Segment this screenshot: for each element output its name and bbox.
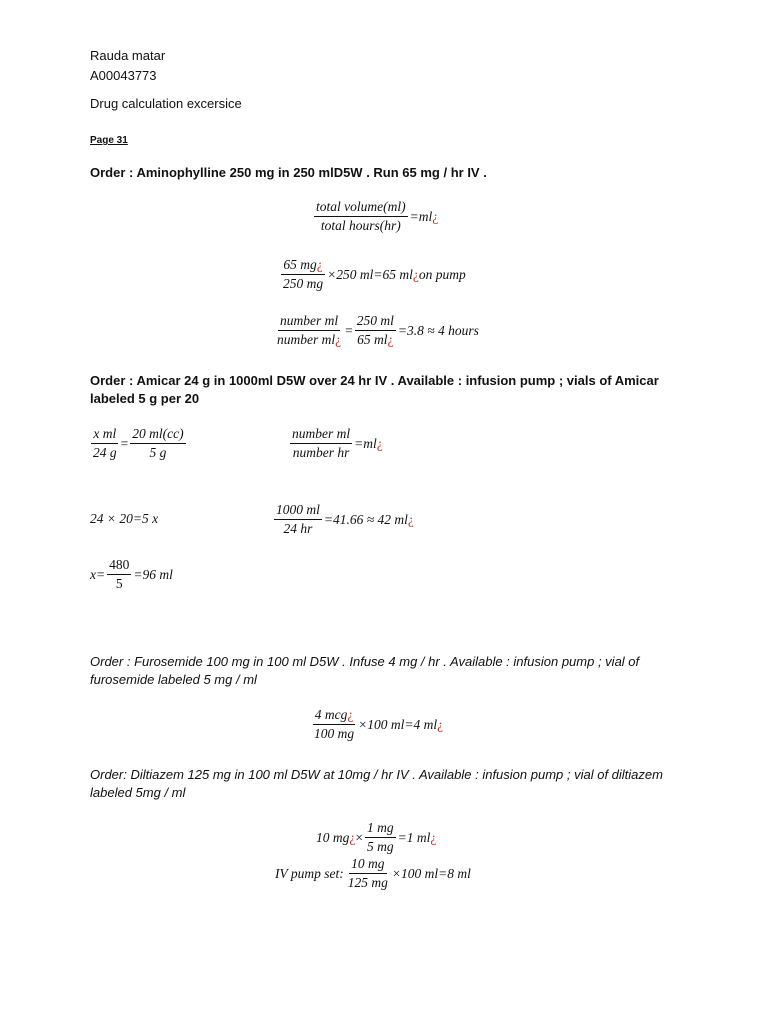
- denominator: 125 mg: [347, 875, 388, 890]
- denominator: 100 mg: [314, 726, 355, 741]
- denominator: number ml¿: [277, 332, 342, 347]
- numerator: number ml: [278, 313, 340, 331]
- fraction: [91, 426, 119, 461]
- numerator: 20 ml(cc): [130, 426, 185, 444]
- fraction: [365, 820, 396, 855]
- equation-solve-x: [90, 557, 173, 592]
- equation-hours: [273, 313, 479, 348]
- fraction: [355, 313, 396, 348]
- student-id: A00043773: [90, 68, 157, 83]
- equation-rhs: =ml: [409, 208, 433, 224]
- numerator: x ml: [91, 426, 118, 444]
- equation-furosemide: [310, 707, 443, 742]
- equation-cross-multiply: [90, 511, 158, 527]
- denominator: 250 mg: [283, 276, 324, 291]
- equation-volume-per-hour: [312, 199, 438, 234]
- equation-rhs: =41.66 ≈ 42 ml: [323, 511, 408, 527]
- order-furosemide: Order : Furosemide 100 mg in 100 ml D5W . Infuse 4 mg / hr . Available : infusion pump ; vial of furosemide labeled 5 mg / ml: [90, 654, 640, 687]
- equals-sign: =: [120, 435, 129, 451]
- equals-sign: =: [345, 322, 353, 338]
- fraction: [130, 426, 185, 461]
- denominator: 24 hr: [283, 521, 313, 536]
- unknown-glyph: ¿: [376, 435, 383, 451]
- unknown-glyph: ¿: [412, 266, 419, 282]
- equation-tail: on pump: [418, 266, 466, 282]
- equation-iv-pump-set: [275, 856, 471, 891]
- numerator: 250 ml: [355, 313, 396, 331]
- numerator: number ml: [290, 426, 352, 444]
- equation-rhs: =1 ml: [397, 829, 431, 845]
- unknown-glyph: ¿: [430, 829, 437, 845]
- fraction: [107, 557, 131, 592]
- denominator: 65 ml¿: [357, 332, 394, 347]
- unknown-glyph: ¿: [335, 332, 342, 347]
- order-diltiazem: Order: Diltiazem 125 mg in 100 ml D5W at 10mg / hr IV . Available : infusion pump ; vial of diltiazem labeled 5mg / ml: [90, 767, 663, 800]
- fraction: [314, 199, 408, 234]
- unknown-glyph: ¿: [407, 511, 414, 527]
- numerator: 10 mg: [349, 856, 386, 874]
- equation-text: 24 × 20=5 x: [90, 511, 159, 526]
- numerator: 1 mg: [365, 820, 396, 838]
- equation-rate-formula: [288, 426, 383, 461]
- denominator: number hr: [292, 445, 350, 460]
- equation-rhs: =3.8 ≈ 4 hours: [397, 322, 479, 338]
- times-sign: ×: [355, 829, 363, 845]
- denominator: total hours(hr): [320, 218, 401, 233]
- unknown-glyph: ¿: [437, 716, 444, 732]
- denominator: 24 g: [93, 445, 117, 460]
- unknown-glyph: ¿: [316, 257, 323, 272]
- equation-proportion: [89, 426, 188, 461]
- equation-lhs: x=: [90, 566, 106, 582]
- order-aminophylline: Order : Aminophylline 250 mg in 250 mlD5W . Run 65 mg / hr IV .: [90, 165, 487, 180]
- numerator: 1000 ml: [274, 502, 322, 520]
- fraction: [290, 426, 352, 461]
- fraction: [281, 257, 325, 292]
- equation-rhs: =ml: [354, 435, 377, 451]
- document-title: Drug calculation excersice: [90, 96, 242, 111]
- equation-rhs: =96 ml: [133, 566, 173, 582]
- order-amicar: Order : Amicar 24 g in 1000ml D5W over 24 hr IV . Available : infusion pump ; vials of Amicar labeled 5 g per 20: [90, 373, 659, 406]
- fraction: [274, 502, 322, 537]
- equation-rhs: ×100 ml=4 ml: [358, 716, 438, 732]
- equation-dose-on-pump: [279, 257, 466, 292]
- page-number: Page 31: [90, 135, 128, 146]
- denominator: 5 g: [149, 445, 167, 460]
- fraction: [312, 707, 356, 742]
- equation-middle: ×250 ml=65 ml: [327, 266, 413, 282]
- numerator: 480: [107, 557, 131, 575]
- unknown-glyph: ¿: [387, 332, 394, 347]
- unknown-glyph: ¿: [347, 707, 354, 722]
- fraction: [275, 313, 343, 348]
- numerator: total volume(ml): [314, 199, 408, 217]
- unknown-glyph: ¿: [349, 829, 356, 845]
- student-name: Rauda matar: [90, 48, 166, 63]
- equation-lhs: IV pump set:: [275, 865, 344, 881]
- unknown-glyph: ¿: [432, 208, 439, 224]
- denominator: 5: [115, 576, 123, 591]
- numerator: 4 mcg¿: [313, 707, 356, 725]
- equation-diltiazem-dose: [316, 820, 436, 855]
- denominator: 5 mg: [367, 839, 394, 854]
- equation-ml-per-hour: [272, 502, 414, 537]
- equation-rhs: ×100 ml=8 ml: [391, 865, 471, 881]
- fraction: [346, 856, 390, 891]
- numerator: 65 mg¿: [281, 257, 324, 275]
- equation-lhs: 10 mg: [316, 829, 350, 845]
